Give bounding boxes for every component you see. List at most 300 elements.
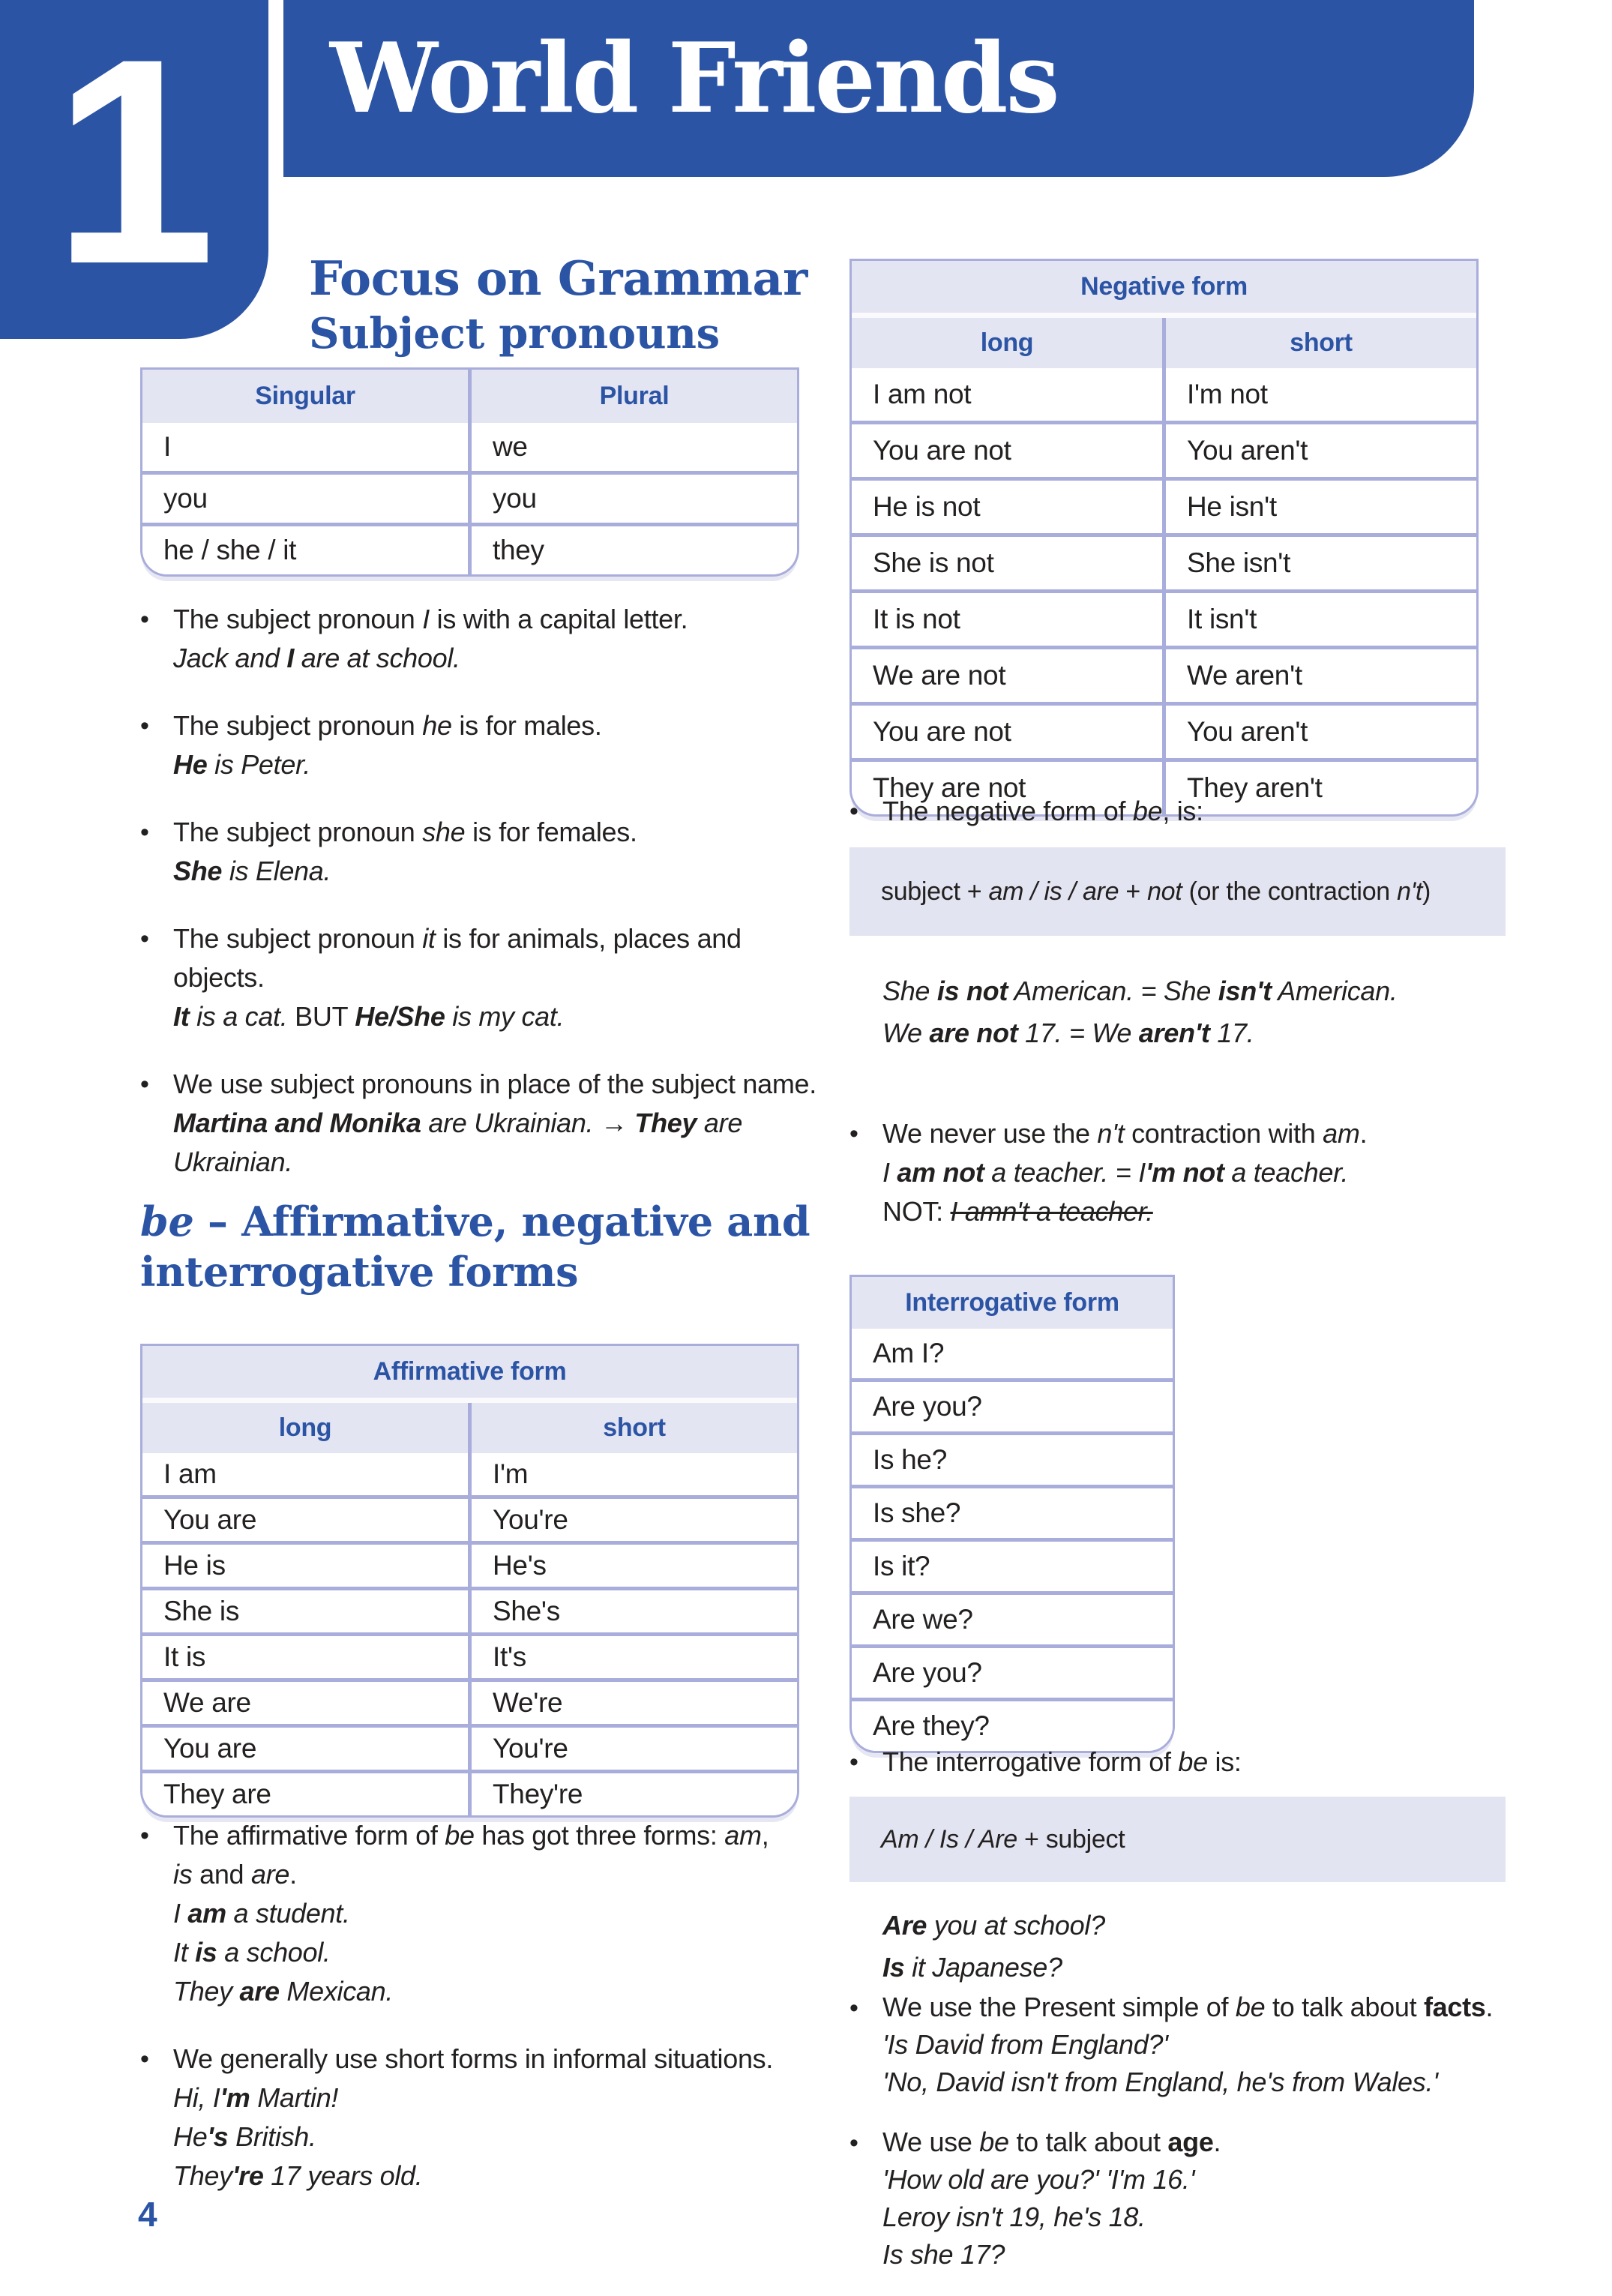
text-run: NOT:: [882, 1196, 951, 1227]
table-cell: It is: [142, 1636, 468, 1678]
text-line: [173, 1104, 816, 1143]
bullet-content: [882, 1743, 1242, 1782]
text-run: you at school?: [927, 1910, 1105, 1941]
text-run: I: [286, 643, 295, 673]
interrogative-form-table: [849, 1275, 1175, 1753]
table-cell: You aren't: [1162, 706, 1476, 758]
table-cell: You aren't: [1162, 424, 1476, 477]
text-run: age: [1167, 2127, 1214, 2157]
table-cell: She is: [142, 1590, 468, 1632]
text-line: [882, 1153, 1367, 1192]
text-run: 17.: [1209, 1018, 1254, 1048]
text-run: We never use the: [882, 1118, 1098, 1149]
text-run: are not: [929, 1018, 1018, 1048]
subject-pronouns-heading: Subject pronouns: [309, 309, 720, 358]
text-line: [882, 1114, 1367, 1153]
page-title: World Friends: [330, 22, 1058, 135]
table-cell: You are not: [852, 424, 1162, 477]
text-run: be: [979, 2127, 1009, 2157]
usage-notes: [849, 1989, 1493, 2296]
table-cell: they: [468, 526, 797, 574]
table-row: [852, 1644, 1173, 1698]
table-cell: You are: [142, 1499, 468, 1541]
text-line: [882, 1989, 1493, 2026]
text-run: are: [239, 1976, 280, 2007]
text-run: are: [697, 1108, 743, 1138]
table-row: [142, 423, 797, 471]
text-run: 17. = We: [1017, 1018, 1139, 1048]
text-run: am: [1323, 1118, 1360, 1149]
interrogative-structure-box: [849, 1797, 1506, 1882]
table-cell: Is she?: [852, 1488, 1173, 1538]
title-banner: [283, 0, 1474, 177]
text-run: has got three forms:: [474, 1820, 725, 1851]
text-line: [882, 1012, 1398, 1054]
bullet-marker: •: [849, 2129, 858, 2157]
text-run: ,: [761, 1820, 769, 1851]
text-run: am: [724, 1820, 762, 1851]
table-cell: They are not: [852, 762, 1162, 814]
text-run: a student.: [226, 1898, 350, 1929]
text-run: interrogative forms: [140, 1248, 579, 1296]
bullet-content: [882, 1989, 1493, 2101]
table-row: [852, 368, 1476, 421]
text-run: not: [1147, 877, 1182, 906]
text-run: 'm: [220, 2082, 250, 2113]
text-run: Are: [882, 1910, 927, 1941]
text-line: [140, 1247, 810, 1297]
subject-pronoun-table: [140, 367, 799, 577]
bullet-content: [882, 1114, 1367, 1231]
table-cell: You're: [468, 1728, 797, 1770]
text-run: objects.: [173, 962, 265, 993]
table-title-row: [852, 261, 1476, 313]
focus-on-grammar-heading: Focus on Grammar: [309, 250, 807, 306]
table-cell: We aren't: [1162, 649, 1476, 702]
affirmative-form-table: [140, 1344, 799, 1818]
text-run: – Affirmative, negative and: [193, 1197, 810, 1245]
text-run: 'Is David from England?': [882, 2029, 1168, 2060]
table-row: [852, 1431, 1173, 1485]
table-row: [852, 702, 1476, 758]
table-row: [852, 1378, 1173, 1431]
table-title-row: [142, 1346, 797, 1398]
text-line: [173, 813, 816, 852]
bullet-content: [173, 600, 816, 678]
text-line: [882, 2199, 1493, 2236]
text-run: be: [140, 1197, 194, 1245]
table-cell: Are we?: [852, 1595, 1173, 1644]
text-run: it: [422, 923, 436, 954]
table-row: [142, 1632, 797, 1678]
text-run: is for animals, places and: [435, 923, 742, 954]
text-run: n't: [1097, 1118, 1125, 1149]
text-run: Martina and Monika: [173, 1108, 421, 1138]
table-row: [852, 1538, 1173, 1591]
table-body: [142, 1453, 797, 1815]
text-run: is: [173, 1859, 193, 1890]
table-cell: We are: [142, 1682, 468, 1724]
table-cell: They are: [142, 1773, 468, 1815]
unit-tab: [0, 0, 268, 339]
text-run: isn't: [1218, 976, 1272, 1006]
column-header-singular: Singular: [142, 370, 468, 423]
text-run: am / is / are: [988, 877, 1119, 906]
text-run: The affirmative form of: [173, 1820, 445, 1851]
bullet-marker: •: [140, 712, 149, 740]
text-run: I amn't a teacher.: [950, 1196, 1153, 1227]
negative-structure-box: [849, 847, 1506, 936]
table-cell: They aren't: [1162, 762, 1476, 814]
text-line: [882, 2026, 1493, 2064]
text-run: is a cat.: [189, 1001, 288, 1032]
text-run: Jack and: [173, 643, 287, 673]
text-run: she: [422, 817, 466, 847]
bullet-marker: •: [140, 605, 149, 634]
bullet-content: [173, 919, 816, 1036]
table-cell: you: [142, 475, 468, 523]
text-run: They: [173, 1976, 240, 2007]
table-row: [142, 1453, 797, 1495]
text-run: American. = She: [1008, 976, 1218, 1006]
text-run: →: [600, 1108, 635, 1138]
text-run: is:: [1207, 1746, 1242, 1777]
table-row: [852, 589, 1476, 646]
text-run: is with a capital letter.: [429, 604, 688, 634]
text-run: We use: [882, 2127, 980, 2157]
column-header-long: long: [142, 1403, 468, 1453]
bullet-marker: •: [849, 1748, 858, 1776]
text-run: am: [187, 1898, 226, 1929]
text-run: .: [1213, 2127, 1221, 2157]
text-run: be: [445, 1820, 475, 1851]
text-run: It: [173, 1937, 196, 1968]
table-cell: Am I?: [852, 1329, 1173, 1378]
table-cell: He is not: [852, 481, 1162, 533]
text-line: [173, 1816, 773, 1855]
text-run: BUT: [287, 1001, 355, 1032]
table-cell: He is: [142, 1545, 468, 1587]
text-line: [173, 1894, 773, 1933]
table-row: [142, 1495, 797, 1541]
table-row: [852, 1591, 1173, 1644]
text-line: [882, 1743, 1242, 1782]
table-cell: You are not: [852, 706, 1162, 758]
text-run: am not: [897, 1157, 984, 1188]
table-title: Affirmative form: [142, 1346, 797, 1398]
bullet-content: [173, 1816, 773, 2011]
column-header-plural: Plural: [468, 370, 797, 423]
bullet-marker: •: [140, 2045, 149, 2073]
table-cell: We are not: [852, 649, 1162, 702]
text-line: [882, 2236, 1493, 2274]
text-run: We: [882, 1018, 930, 1048]
table-row: [852, 477, 1476, 533]
text-run: a teacher. = I: [984, 1157, 1146, 1188]
table-row: [852, 1485, 1173, 1538]
text-run: to talk about: [1265, 1992, 1424, 2022]
text-run: subject +: [881, 877, 989, 906]
text-run: They: [634, 1108, 697, 1138]
text-run: 'No, David isn't from England, he's from Wales.': [882, 2067, 1438, 2097]
table-cell: Are you?: [852, 1648, 1173, 1698]
text-run: he: [422, 710, 452, 741]
text-run: Is: [882, 1952, 905, 1983]
text-line: [173, 2079, 773, 2118]
text-run: She: [173, 856, 223, 886]
text-run: She: [882, 976, 937, 1006]
text-run: + subject: [1017, 1824, 1125, 1854]
text-run: facts: [1423, 1992, 1486, 2022]
table-cell: It is not: [852, 593, 1162, 646]
text-run: it Japanese?: [904, 1952, 1062, 1983]
text-line: [173, 919, 816, 958]
text-run: I: [173, 1898, 188, 1929]
table-row: [142, 1587, 797, 1632]
table-body: [852, 1329, 1173, 1751]
text-line: [882, 2064, 1493, 2101]
table-cell: It isn't: [1162, 593, 1476, 646]
grammar-bullet: [140, 1065, 816, 1182]
table-cell: I am not: [852, 368, 1162, 421]
bullet-content: [173, 813, 816, 891]
grammar-bullet: [140, 813, 816, 891]
bullet-marker: •: [140, 1070, 149, 1099]
text-run: Ukrainian.: [173, 1147, 293, 1177]
text-run: American.: [1271, 976, 1398, 1006]
text-run: The subject pronoun: [173, 604, 423, 634]
text-line: [173, 1855, 773, 1894]
table-cell: I am: [142, 1453, 468, 1495]
text-line: [140, 1197, 810, 1247]
grammar-bullet: [140, 706, 816, 784]
text-run: and: [192, 1859, 251, 1890]
bullet-marker: •: [140, 925, 149, 953]
text-run: .: [1359, 1118, 1368, 1149]
table-row: [852, 533, 1476, 589]
bullet-content: [173, 706, 816, 784]
text-run: is my cat.: [445, 1001, 565, 1032]
text-run: n't: [1397, 877, 1423, 906]
text-run: a school.: [217, 1937, 331, 1968]
text-line: [882, 1947, 1105, 1989]
table-row: [142, 1770, 797, 1815]
text-line: [173, 639, 816, 678]
text-run: 17 years old.: [263, 2160, 423, 2191]
text-run: It: [173, 1001, 190, 1032]
text-run: Hi, I: [173, 2082, 220, 2113]
text-run: be: [1235, 1992, 1266, 2022]
grammar-bullet: [849, 1114, 1367, 1231]
text-run: The negative form of: [882, 796, 1133, 826]
table-cell: Are they?: [852, 1701, 1173, 1751]
bullet-content: [882, 2124, 1493, 2274]
text-run: aren't: [1138, 1018, 1210, 1048]
text-run: is not: [936, 976, 1008, 1006]
grammar-bullet: [140, 919, 816, 1036]
table-row: [142, 471, 797, 523]
affirmative-notes: [140, 1816, 773, 2224]
text-line: [173, 745, 816, 784]
text-run: I: [422, 604, 430, 634]
grammar-bullet: [849, 1989, 1493, 2101]
text-run: +: [1119, 877, 1148, 906]
text-run: The subject pronoun: [173, 923, 423, 954]
table-row: [852, 1329, 1173, 1378]
text-run: are: [250, 1859, 290, 1890]
negative-examples: [882, 970, 1398, 1054]
text-run: be: [1178, 1746, 1208, 1777]
text-line: [882, 970, 1398, 1012]
contraction-note: [849, 1114, 1367, 1260]
page-number: 4: [138, 2195, 157, 2234]
be-forms-heading: [140, 1197, 810, 1297]
text-run: We use subject pronouns in place of the subject name.: [173, 1069, 816, 1099]
text-run: is Peter.: [207, 749, 311, 780]
bullet-marker: •: [140, 1821, 149, 1850]
table-body: [142, 423, 797, 574]
text-run: Am / Is / Are: [881, 1824, 1017, 1854]
grammar-bullet: [849, 792, 1203, 831]
text-run: He/She: [355, 1001, 445, 1032]
bullet-marker: •: [849, 1120, 858, 1148]
text-run: He: [173, 2121, 208, 2152]
text-line: [882, 792, 1203, 831]
table-row: [142, 1678, 797, 1724]
table-cell: I'm not: [1162, 368, 1476, 421]
column-header-short: short: [468, 1403, 797, 1453]
table-row: [852, 421, 1476, 477]
table-row: [142, 1724, 797, 1770]
unit-number: 1: [52, 0, 216, 325]
table-header-row: [142, 1398, 797, 1453]
text-run: is for males.: [451, 710, 602, 741]
text-run: to talk about: [1008, 2127, 1168, 2157]
text-run: is for females.: [465, 817, 637, 847]
bullet-content: [173, 2040, 773, 2196]
text-line: [173, 997, 816, 1036]
text-run: 's: [207, 2121, 229, 2152]
bullet-marker: •: [140, 818, 149, 847]
text-line: [882, 2161, 1493, 2199]
text-run: contraction with: [1124, 1118, 1323, 1149]
text-run: is: [195, 1937, 217, 1968]
grammar-bullet: [849, 1743, 1242, 1782]
grammar-bullet: [849, 2124, 1493, 2274]
text-run: The subject pronoun: [173, 710, 423, 741]
table-cell: It's: [468, 1636, 797, 1678]
bullet-marker: •: [849, 1994, 858, 2022]
text-run: The interrogative form of: [882, 1746, 1179, 1777]
table-cell: you: [468, 475, 797, 523]
text-line: [173, 1972, 773, 2011]
table-cell: He isn't: [1162, 481, 1476, 533]
text-run: We generally use short forms in informal situations.: [173, 2043, 774, 2074]
text-run: be: [1132, 796, 1163, 826]
text-run: are Ukrainian.: [421, 1108, 601, 1138]
text-run: , is:: [1162, 796, 1203, 826]
bullet-content: [882, 792, 1203, 831]
text-run: I: [882, 1157, 897, 1188]
table-title-row: [852, 1277, 1173, 1329]
text-line: [173, 2157, 773, 2196]
table-cell: We're: [468, 1682, 797, 1724]
text-run: .: [289, 1859, 297, 1890]
text-run: 'm not: [1145, 1157, 1224, 1188]
grammar-bullet: [140, 600, 816, 678]
table-header-row: [852, 313, 1476, 368]
text-run: (or the contraction: [1182, 877, 1398, 906]
text-line: [882, 2124, 1493, 2161]
text-line: [173, 2118, 773, 2157]
grammar-bullet: [140, 2040, 773, 2196]
text-run: Martin!: [250, 2082, 339, 2113]
table-cell: She's: [468, 1590, 797, 1632]
table-title: Negative form: [852, 261, 1476, 313]
text-line: [173, 2040, 773, 2079]
table-cell: he / she / it: [142, 526, 468, 574]
interrogative-examples: [882, 1905, 1105, 1989]
text-line: [173, 958, 816, 997]
table-cell: You're: [468, 1499, 797, 1541]
negative-form-table: [849, 259, 1479, 817]
text-run: The subject pronoun: [173, 817, 423, 847]
table-cell: She isn't: [1162, 537, 1476, 589]
table-row: [142, 1541, 797, 1587]
table-cell: You are: [142, 1728, 468, 1770]
text-run: Is she 17?: [882, 2239, 1005, 2270]
text-line: [173, 1065, 816, 1104]
text-line: [882, 1905, 1105, 1947]
text-line: [173, 1143, 816, 1182]
text-line: [173, 1933, 773, 1972]
text-run: He: [173, 749, 208, 780]
text-run: ): [1422, 877, 1431, 906]
table-cell: I: [142, 423, 468, 471]
text-run: are at school.: [294, 643, 460, 673]
text-run: Mexican.: [279, 1976, 394, 2007]
text-run: Leroy isn't 19, he's 18.: [882, 2202, 1146, 2232]
table-cell: They're: [468, 1773, 797, 1815]
column-header-long: long: [852, 318, 1162, 368]
text-run: a teacher.: [1224, 1157, 1349, 1188]
table-header-row: [142, 370, 797, 423]
table-row: [142, 523, 797, 574]
text-run: British.: [228, 2121, 316, 2152]
text-line: [173, 600, 816, 639]
bullet-marker: •: [849, 797, 858, 826]
table-cell: we: [468, 423, 797, 471]
subject-pronoun-notes: [140, 600, 816, 1210]
text-run: 'How old are you?' 'I'm 16.': [882, 2164, 1195, 2195]
text-line: [882, 1192, 1367, 1231]
text-run: is Elena.: [222, 856, 331, 886]
table-body: [852, 368, 1476, 814]
table-cell: He's: [468, 1545, 797, 1587]
table-cell: I'm: [468, 1453, 797, 1495]
table-title: Interrogative form: [852, 1277, 1173, 1329]
table-cell: Is he?: [852, 1435, 1173, 1485]
text-run: We use the Present simple of: [882, 1992, 1236, 2022]
text-line: [173, 852, 816, 891]
text-run: They: [173, 2160, 232, 2191]
text-run: .: [1485, 1992, 1494, 2022]
table-cell: Is it?: [852, 1542, 1173, 1591]
text-run: 're: [232, 2160, 264, 2191]
bullet-content: [173, 1065, 816, 1182]
table-cell: She is not: [852, 537, 1162, 589]
grammar-bullet: [140, 1816, 773, 2011]
